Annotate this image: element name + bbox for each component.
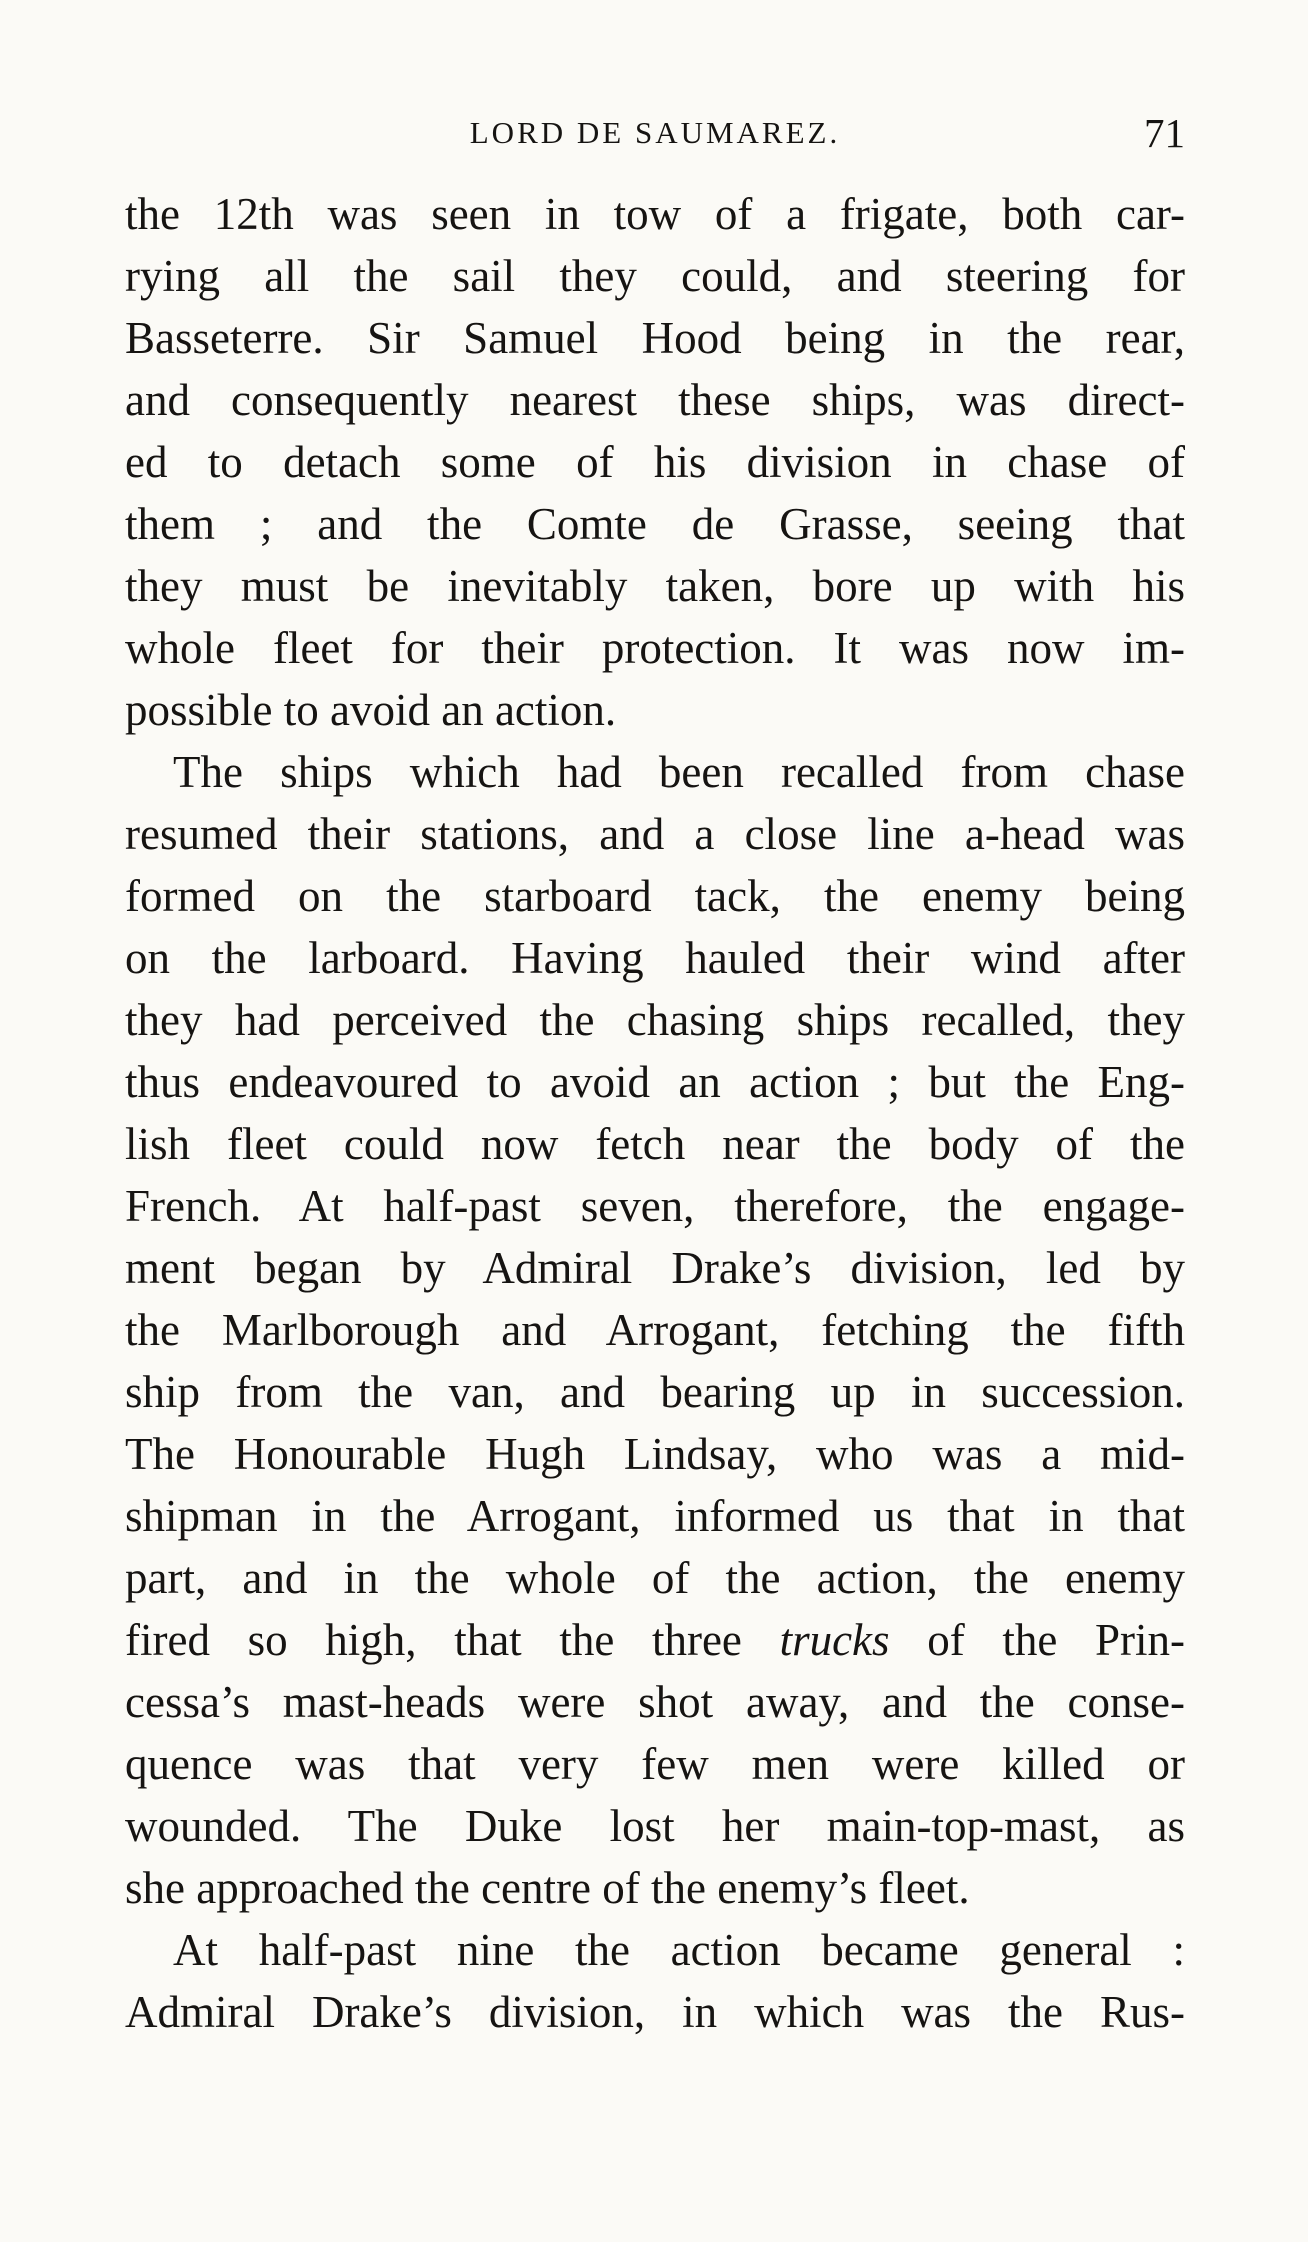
text-line: The ships which had been recalled from chase — [173, 747, 1185, 797]
text-line: lish fleet could now fetch near the body of the — [125, 1119, 1185, 1169]
page-number: 71 — [1144, 110, 1185, 156]
text-line: they had perceived the chasing ships recalled, they — [125, 995, 1185, 1045]
text-line-with-italic — [125, 1609, 1185, 1671]
text-line: she approached the centre of the enemy’s fleet. — [125, 1863, 970, 1913]
text-line: they must be inevitably taken, bore up with his — [125, 561, 1185, 611]
text-line: ment began by Admiral Drake’s division, led by — [125, 1243, 1185, 1293]
text-line: whole fleet for their protection. It was now im- — [125, 623, 1185, 673]
text-line: ship from the van, and bearing up in succession. — [125, 1367, 1185, 1417]
text-line: on the larboard. Having hauled their wind after — [125, 933, 1185, 983]
text-line: thus endeavoured to avoid an action ; but the Eng- — [125, 1057, 1185, 1107]
running-head — [125, 108, 1185, 158]
text-line: the 12th was seen in tow of a frigate, both car- — [125, 189, 1185, 239]
text-line: them ; and the Comte de Grasse, seeing that — [125, 499, 1185, 549]
text-line: the Marlborough and Arrogant, fetching the fifth — [125, 1305, 1185, 1355]
text-line: cessa’s mast-heads were shot away, and the conse- — [125, 1677, 1185, 1727]
body-text — [125, 183, 1185, 2043]
text-line: part, and in the whole of the action, the enemy — [125, 1553, 1185, 1603]
text-line: and consequently nearest these ships, was direct- — [125, 375, 1185, 425]
text-fragment: of the Prin- — [889, 1615, 1185, 1665]
text-line: formed on the starboard tack, the enemy being — [125, 871, 1185, 921]
text-fragment: fired so high, that the three — [125, 1615, 780, 1665]
text-line: The Honourable Hugh Lindsay, who was a mid- — [125, 1429, 1185, 1479]
text-line: French. At half-past seven, therefore, the engage- — [125, 1181, 1185, 1231]
text-line: possible to avoid an action. — [125, 685, 617, 735]
text-line: shipman in the Arrogant, informed us that in that — [125, 1491, 1185, 1541]
text-line: Admiral Drake’s division, in which was the Rus- — [125, 1987, 1185, 2037]
text-line: At half-past nine the action became general : — [173, 1925, 1185, 1975]
text-line: resumed their stations, and a close line a-head was — [125, 809, 1185, 859]
text-line: wounded. The Duke lost her main-top-mast, as — [125, 1801, 1185, 1851]
running-title: LORD DE SAUMAREZ. — [469, 115, 841, 150]
italic-word: trucks — [779, 1615, 890, 1665]
text-line: Basseterre. Sir Samuel Hood being in the rear, — [125, 313, 1185, 363]
text-line: rying all the sail they could, and steering for — [125, 251, 1185, 301]
text-line: ed to detach some of his division in chase of — [125, 437, 1185, 487]
text-line: quence was that very few men were killed or — [125, 1739, 1185, 1789]
